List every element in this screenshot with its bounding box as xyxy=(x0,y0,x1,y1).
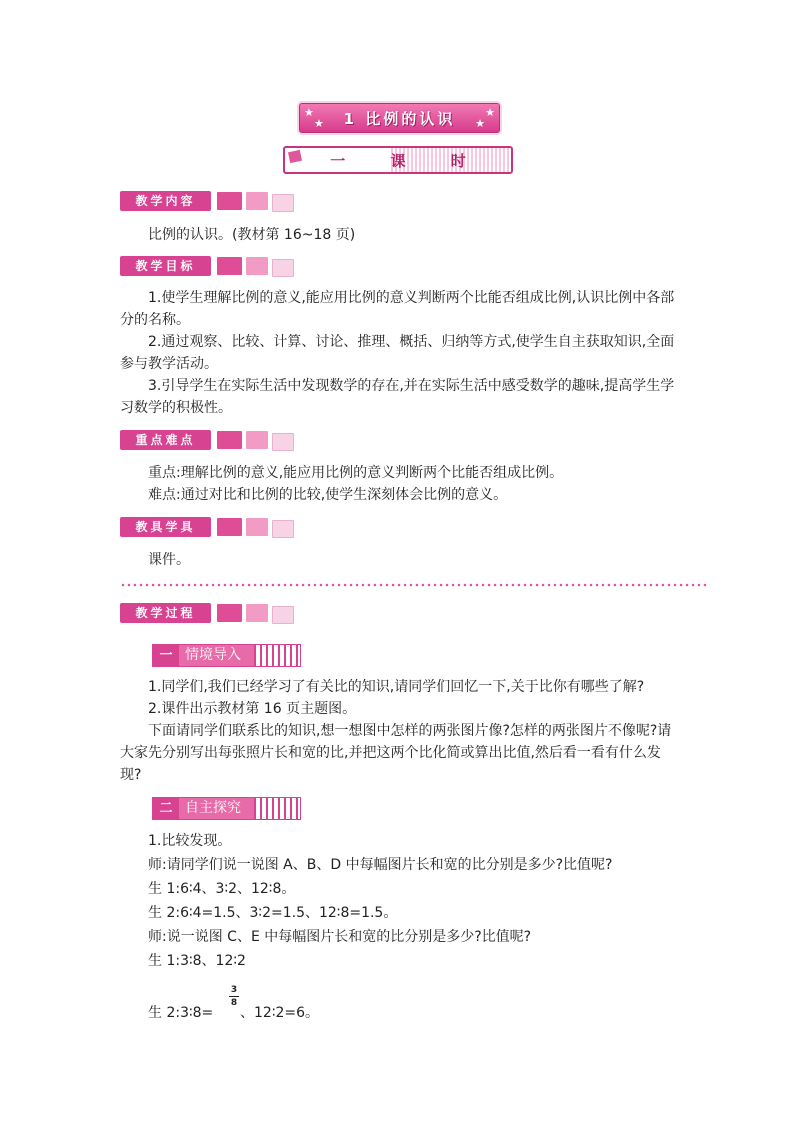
star-icon: ★ xyxy=(314,117,324,130)
decor-square xyxy=(217,604,242,622)
intro-line: 2.课件出示教材第 16 页主题图。 xyxy=(148,701,357,717)
subsection-title: 情境导入 xyxy=(179,645,255,666)
section-label: 重点难点 xyxy=(120,430,211,450)
explore-line-prefix: 生 2:3∶8= xyxy=(148,1005,214,1021)
explore-line: 生 1:3∶8、12∶2 xyxy=(148,953,246,969)
stripe-decoration xyxy=(254,645,300,666)
keypoint-item: 重点:理解比例的意义,能应用比例的意义判断两个比能否组成比例。 xyxy=(148,465,564,481)
section-header-keypoints xyxy=(120,430,295,450)
decor-square xyxy=(246,431,268,449)
decor-square xyxy=(272,259,294,277)
goal-item: 3.引导学生在实际生活中发现数学的存在,并在实际生活中感受数学的趣味,提高学生学习数学的积极性。 xyxy=(120,378,675,416)
keypoint-item: 难点:通过对比和比例的比较,使学生深刻体会比例的意义。 xyxy=(148,487,508,503)
subsection-title: 自主探究 xyxy=(179,798,255,819)
fraction-numerator: 3 xyxy=(230,985,238,995)
explore-line: 师:请同学们说一说图 A、B、D 中每幅图片长和宽的比分别是多少?比值呢? xyxy=(148,857,613,873)
dotted-divider xyxy=(120,583,710,587)
decor-square xyxy=(246,604,268,622)
content-text: 比例的认识。(教材第 16~18 页) xyxy=(148,227,356,243)
star-icon: ★ xyxy=(304,106,314,119)
section-header-goals xyxy=(120,256,295,276)
decor-square xyxy=(217,192,242,210)
section-header-tools xyxy=(120,517,295,537)
section-label: 教学目标 xyxy=(120,256,211,276)
decor-square xyxy=(217,257,242,275)
subsection-header-explore xyxy=(152,797,301,820)
star-icon: ★ xyxy=(475,117,485,130)
section-label: 教学过程 xyxy=(120,603,211,623)
tools-text: 课件。 xyxy=(148,552,190,568)
decor-square xyxy=(272,606,294,624)
stripe-decoration xyxy=(254,798,300,819)
decor-square xyxy=(217,431,242,449)
star-icon: ★ xyxy=(485,106,495,119)
explore-line-suffix: 、12∶2=6。 xyxy=(240,1005,320,1021)
subsection-header-intro xyxy=(152,644,301,667)
intro-paragraph: 下面请同学们联系比的知识,想一想图中怎样的两张图片像?怎样的两张图片不像呢?请大家先分别写出每张照片长和宽的比,并把这两个比化简或算出比值,然后看一看有什么发现? xyxy=(120,723,672,783)
lesson-title: 一 课 时 xyxy=(330,152,486,170)
explore-line: 师:说一说图 C、E 中每幅图片长和宽的比分别是多少?比值呢? xyxy=(148,929,532,945)
decor-square xyxy=(246,192,268,210)
section-label: 教具学具 xyxy=(120,517,211,537)
goal-item: 1.使学生理解比例的意义,能应用比例的意义判断两个比能否组成比例,认识比例中各部分的名称。 xyxy=(120,290,675,328)
decor-square xyxy=(246,257,268,275)
fraction-bar xyxy=(229,996,239,997)
subsection-number: 二 xyxy=(153,798,179,819)
decor-square xyxy=(217,518,242,536)
lesson-banner xyxy=(283,146,513,174)
explore-line: 生 2:6∶4=1.5、3∶2=1.5、12∶8=1.5。 xyxy=(148,905,398,921)
decor-square xyxy=(246,518,268,536)
section-label: 教学内容 xyxy=(120,191,211,211)
explore-line: 1.比较发现。 xyxy=(148,833,232,849)
section-header-process xyxy=(120,603,295,623)
page-title: 1 比例的认识 xyxy=(343,110,456,128)
fraction xyxy=(229,985,239,1008)
goal-item: 2.通过观察、比较、计算、讨论、推理、概括、归纳等方式,使学生自主获取知识,全面参与教学活动。 xyxy=(120,334,675,372)
section-header-content xyxy=(120,191,295,211)
decor-square xyxy=(272,194,294,212)
title-banner xyxy=(299,103,500,133)
fraction-denominator: 8 xyxy=(230,998,238,1008)
subsection-number: 一 xyxy=(153,645,179,666)
intro-line: 1.同学们,我们已经学习了有关比的知识,请同学们回忆一下,关于比你有哪些了解? xyxy=(148,679,645,695)
decor-square xyxy=(272,520,294,538)
decor-square xyxy=(272,433,294,451)
explore-line: 生 1:6∶4、3∶2、12∶8。 xyxy=(148,881,296,897)
